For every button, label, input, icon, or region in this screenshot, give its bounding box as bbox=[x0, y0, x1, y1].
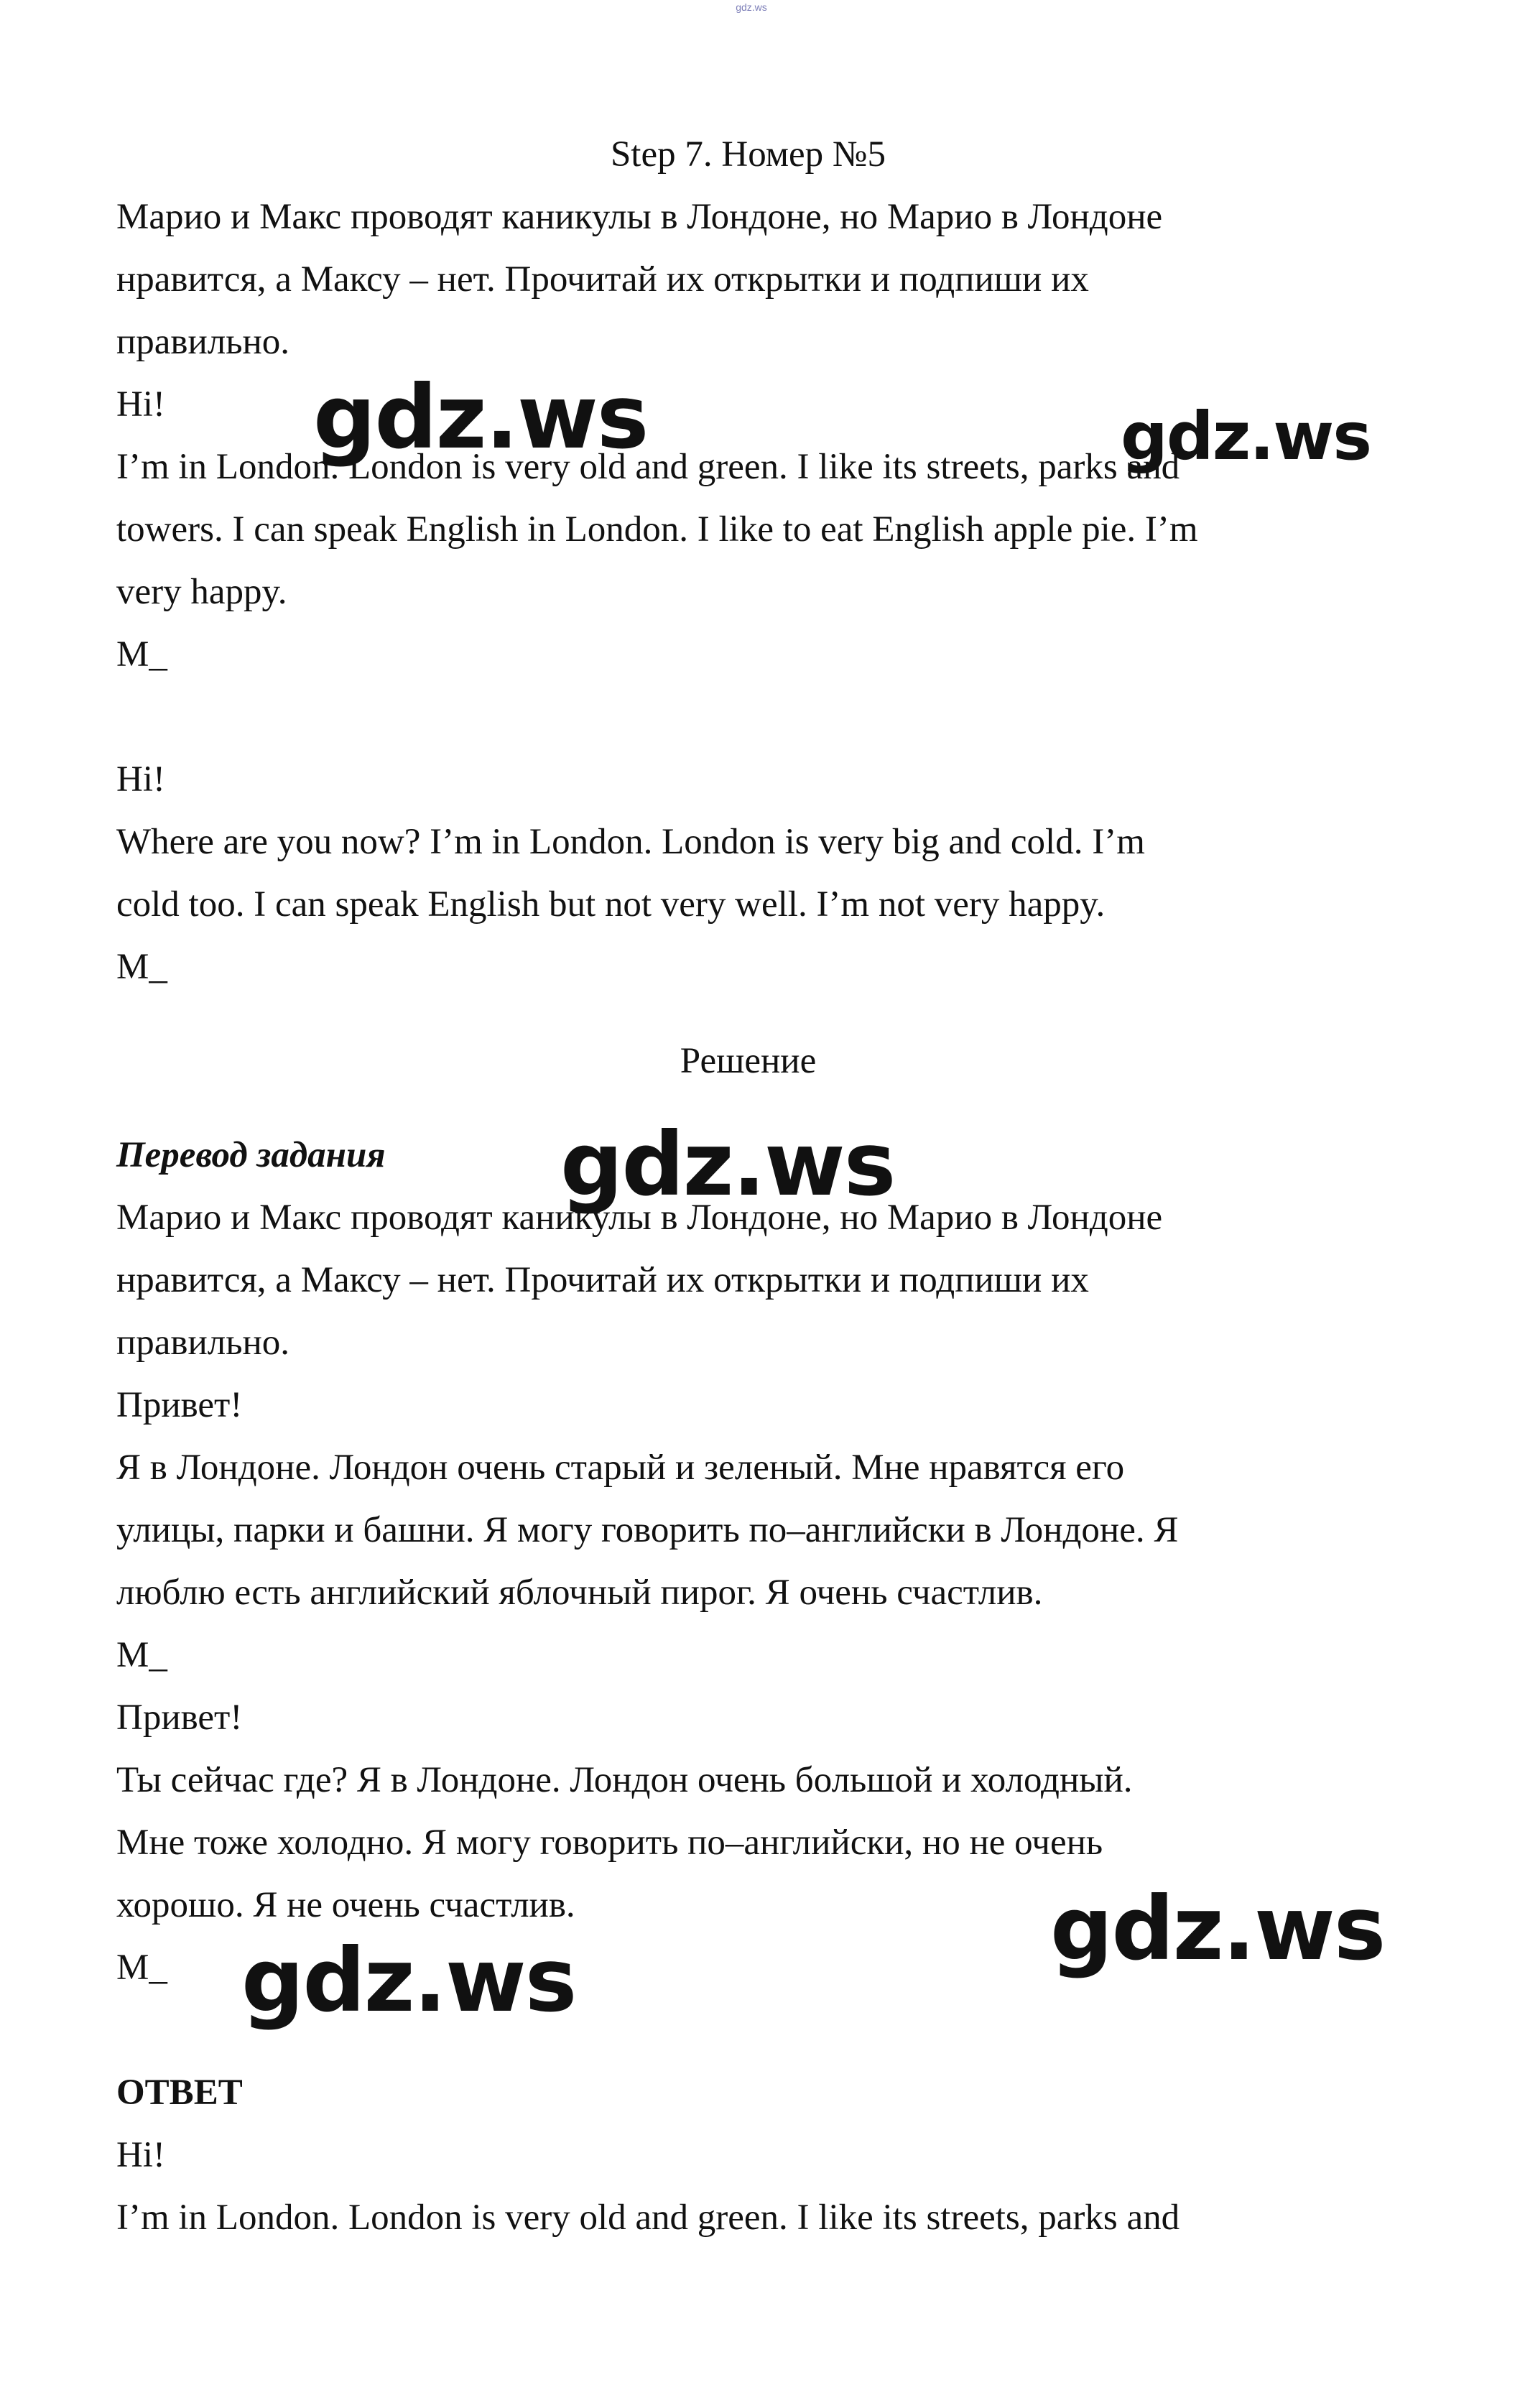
translation-task-line: нравится, а Максу – нет. Прочитай их открытки и подпиши их bbox=[116, 1260, 1089, 1300]
watermark-logo: gdz.ws bbox=[1121, 398, 1371, 475]
translation-task-line: правильно. bbox=[116, 1323, 290, 1363]
watermark-logo: gdz.ws bbox=[241, 1930, 576, 2032]
translation-card1-signature: M_ bbox=[116, 1635, 167, 1675]
translation-card2-line: Ты сейчас где? Я в Лондоне. Лондон очень большой и холодный. bbox=[116, 1760, 1133, 1800]
task-line: Марио и Макс проводят каникулы в Лондоне, но Марио в Лондоне bbox=[116, 197, 1163, 237]
translation-card2-line: Мне тоже холодно. Я могу говорить по–английски, но не очень bbox=[116, 1823, 1103, 1863]
translation-card2-signature: M_ bbox=[116, 1948, 167, 1988]
card1-line: I’m in London. London is very old and green. I like its streets, parks and bbox=[116, 447, 1180, 487]
task-line: правильно. bbox=[116, 322, 290, 362]
card2-line: cold too. I can speak English but not very well. I’m not very happy. bbox=[116, 884, 1106, 925]
translation-card1-greeting: Привет! bbox=[116, 1385, 243, 1425]
top-watermark: gdz.ws bbox=[736, 1, 767, 13]
translation-heading: Перевод задания bbox=[116, 1135, 386, 1175]
card2-greeting: Hi! bbox=[116, 759, 165, 800]
translation-card2-greeting: Привет! bbox=[116, 1698, 243, 1738]
card1-line: towers. I can speak English in London. I like to eat English apple pie. I’m bbox=[116, 509, 1198, 550]
card2-line: Where are you now? I’m in London. London is very big and cold. I’m bbox=[116, 822, 1145, 862]
translation-card1-line: улицы, парки и башни. Я могу говорить по–английски в Лондоне. Я bbox=[116, 1510, 1179, 1550]
card1-signature: M_ bbox=[116, 634, 167, 675]
answer-heading: ОТВЕТ bbox=[116, 2073, 243, 2113]
translation-card1-line: Я в Лондоне. Лондон очень старый и зеленый. Мне нравятся его bbox=[116, 1448, 1125, 1488]
card2-signature: M_ bbox=[116, 947, 167, 987]
translation-card2-line: хорошо. Я не очень счастлив. bbox=[116, 1885, 575, 1925]
solution-heading: Решение bbox=[680, 1041, 817, 1081]
task-line: нравится, а Максу – нет. Прочитай их открытки и подпиши их bbox=[116, 259, 1089, 300]
watermark-logo: gdz.ws bbox=[313, 366, 648, 468]
answer-line: I’m in London. London is very old and green. I like its streets, parks and bbox=[116, 2198, 1180, 2238]
page-title: Step 7. Номер №5 bbox=[610, 134, 886, 175]
translation-task-line: Марио и Макс проводят каникулы в Лондоне, но Марио в Лондоне bbox=[116, 1198, 1163, 1238]
card1-greeting: Hi! bbox=[116, 384, 165, 425]
answer-greeting: Hi! bbox=[116, 2135, 165, 2175]
card1-line: very happy. bbox=[116, 572, 287, 612]
translation-card1-line: люблю есть английский яблочный пирог. Я очень счастлив. bbox=[116, 1573, 1043, 1613]
watermark-logo: gdz.ws bbox=[1050, 1878, 1385, 1980]
watermark-logo: gdz.ws bbox=[560, 1113, 895, 1215]
